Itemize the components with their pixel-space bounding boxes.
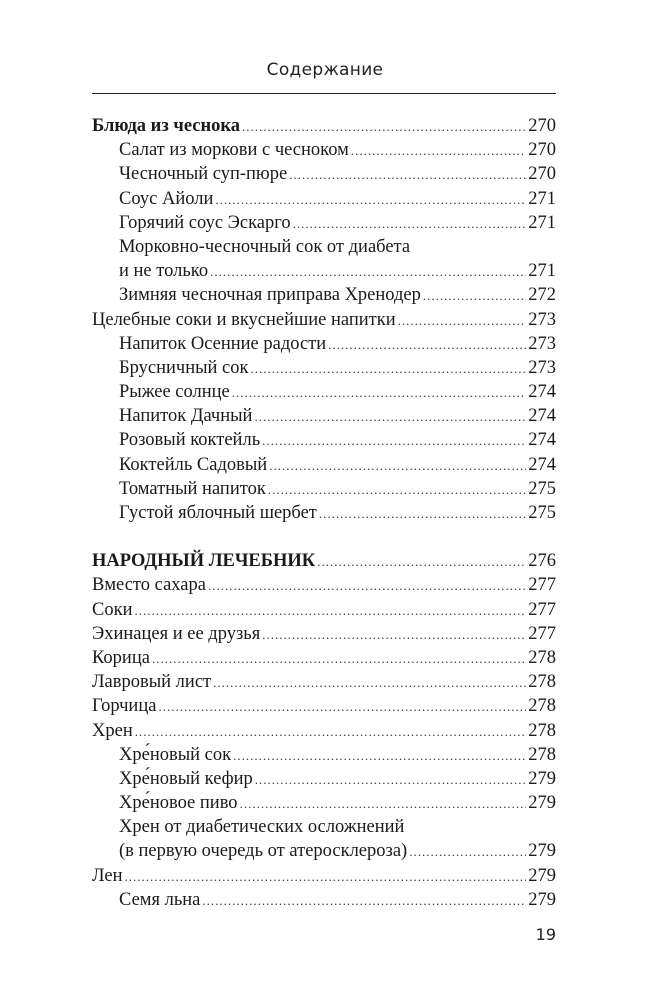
dot-leader [134, 599, 526, 623]
toc-entry-page: 275 [528, 503, 556, 523]
toc-entry-title: Горячий соус Эскарго [119, 212, 291, 233]
toc-entry-title: Хре́новый сок [119, 744, 232, 765]
toc-entry-page: 278 [528, 647, 556, 668]
toc-entry-page: 279 [528, 768, 556, 789]
header-divider [92, 93, 556, 94]
toc-entry-page: 277 [528, 599, 556, 620]
toc-entry-page: 270 [528, 164, 556, 185]
toc-entry[interactable] [92, 211, 556, 235]
toc-entry-title: Томатный напиток [119, 478, 266, 499]
dot-leader [319, 502, 526, 526]
dot-leader [208, 574, 526, 598]
toc-entry-page: 279 [528, 793, 556, 814]
dot-leader [262, 429, 526, 453]
toc-entry-title: Эхинацея и ее друзья [92, 623, 261, 644]
toc-entry-page: 270 [528, 140, 556, 161]
dot-leader [269, 454, 526, 478]
dot-leader [233, 744, 526, 768]
dot-leader [351, 139, 526, 163]
toc-entry-page: 278 [528, 720, 556, 741]
toc-entry-title: Розовый коктейль [119, 430, 261, 451]
toc-entry[interactable] [92, 573, 556, 597]
toc-entry[interactable] [92, 259, 556, 283]
toc-entry[interactable] [92, 646, 556, 670]
toc-entry[interactable] [92, 743, 556, 767]
dot-leader [251, 357, 527, 381]
dot-leader [158, 695, 526, 719]
dot-leader [293, 212, 527, 236]
toc-entry-title: Вместо сахара [92, 575, 206, 596]
toc-entry-title: Коктейль Садовый [119, 454, 268, 475]
toc-entry[interactable] [92, 719, 556, 743]
toc-entry-page: 272 [528, 285, 556, 306]
dot-leader [240, 792, 527, 816]
toc-entry-title: Горчица [92, 696, 157, 717]
toc-entry-page: 273 [528, 309, 556, 330]
toc-entry-title: Семя льна [119, 889, 201, 910]
toc-entry-first-line[interactable]: Морковно-чесночный сок от диабета [119, 236, 411, 257]
toc-entry[interactable] [92, 404, 556, 428]
toc-entry[interactable] [92, 864, 556, 888]
toc-entry-title: Хре́новое пиво [119, 793, 238, 814]
toc-entry[interactable] [92, 694, 556, 718]
toc-entry-first-line[interactable]: Хрен от диабетических осложнений [119, 817, 405, 838]
page-header-title: Содержание [266, 60, 384, 80]
toc-entry-title: Хрен [92, 720, 133, 741]
toc-entry[interactable] [92, 187, 556, 211]
toc-entry-title: Хре́новый кефир [119, 768, 253, 789]
toc-entry-title: Лен [92, 865, 123, 886]
dot-leader [152, 647, 526, 671]
toc-entry-title: (в первую очередь от атеросклероза) [119, 841, 408, 862]
toc-entry-page: 279 [528, 841, 556, 862]
toc-entry-title: Блюда из чеснока [92, 116, 241, 136]
dot-leader [213, 671, 526, 695]
toc-entry[interactable] [92, 308, 556, 332]
toc-entry-title: Лавровый лист [92, 672, 212, 693]
toc-entry[interactable] [92, 622, 556, 646]
toc-entry-page: 271 [528, 212, 556, 233]
toc-entry-page: 274 [528, 382, 556, 403]
toc-entry[interactable] [92, 501, 556, 525]
dot-leader [328, 333, 526, 357]
toc-entry[interactable] [92, 380, 556, 404]
toc-entry[interactable] [92, 767, 556, 791]
dot-leader [202, 889, 526, 913]
toc-entry[interactable] [92, 332, 556, 356]
toc-entry-page: 273 [528, 333, 556, 354]
page-number: 19 [535, 925, 556, 944]
toc-entry[interactable] [92, 356, 556, 380]
toc-entry-page: 275 [528, 478, 556, 499]
toc-entry-title: Целебные соки и вкуснейшие напитки [92, 309, 396, 330]
toc-entry[interactable] [92, 428, 556, 452]
toc-entry-page: 271 [528, 261, 556, 282]
toc-entry-title: Брусничный сок [119, 357, 249, 378]
dot-leader [398, 309, 527, 333]
toc-entry[interactable] [92, 162, 556, 186]
toc-entry-title: Рыжее солнце [119, 382, 230, 403]
toc-entry-page: 278 [528, 672, 556, 693]
toc-entry-title: Соус Айоли [119, 188, 214, 209]
toc-entry-title: Напиток Осенние радости [119, 333, 327, 354]
toc-entry-page: 274 [528, 406, 556, 427]
toc-entry-page: 274 [528, 430, 556, 451]
toc-entry-page: 277 [528, 575, 556, 596]
dot-leader [255, 768, 526, 792]
dot-leader [125, 865, 527, 889]
toc-entry-title: Салат из моркови с чесноком [119, 140, 349, 161]
dot-leader [232, 381, 526, 405]
dot-leader [210, 260, 526, 284]
toc-entry[interactable] [92, 477, 556, 501]
toc-entry-page: 277 [528, 623, 556, 644]
toc-entry-page: 273 [528, 357, 556, 378]
toc-entry-title: Густой яблочный шербет [119, 503, 317, 523]
toc-entry[interactable] [92, 453, 556, 477]
toc-entry-title: Зимняя чесночная приправа Хренодер [119, 285, 421, 306]
toc-entry-page: 271 [528, 188, 556, 209]
toc-entry-page: 278 [528, 744, 556, 765]
toc-entry[interactable] [92, 114, 556, 138]
toc-entry-page: 278 [528, 696, 556, 717]
toc-entry-page: 279 [528, 889, 556, 910]
toc-entry-title: Чесночный суп-пюре [119, 164, 288, 185]
toc-entry-title: Корица [92, 647, 150, 668]
dot-leader [317, 550, 526, 574]
dot-leader [215, 188, 526, 212]
toc-entry-title: Соки [92, 599, 133, 620]
toc-entry-page: 274 [528, 454, 556, 475]
toc-entry[interactable] [92, 138, 556, 162]
toc-entry[interactable] [92, 283, 556, 307]
dot-leader [268, 478, 526, 502]
toc-entry-page: 270 [528, 116, 556, 136]
toc-entry[interactable] [92, 598, 556, 622]
toc-entry-page: 276 [528, 551, 556, 572]
dot-leader [423, 284, 526, 308]
section-gap [92, 525, 556, 549]
dot-leader [242, 115, 526, 139]
dot-leader [254, 405, 526, 429]
toc-entry-title: и не только [119, 261, 209, 282]
toc-entry[interactable] [92, 670, 556, 694]
toc-entry[interactable] [92, 888, 556, 912]
dot-leader [409, 840, 526, 864]
toc-entry[interactable] [92, 549, 556, 573]
dot-leader [262, 623, 526, 647]
toc-entry[interactable] [92, 839, 556, 863]
table-of-contents [92, 114, 556, 912]
toc-entry-title: НАРОДНЫЙ ЛЕЧЕБНИК [92, 551, 316, 572]
dot-leader [135, 720, 527, 744]
dot-leader [289, 163, 526, 187]
toc-entry[interactable] [92, 791, 556, 815]
toc-entry-title: Напиток Дачный [119, 406, 253, 427]
toc-entry-page: 279 [528, 865, 556, 886]
